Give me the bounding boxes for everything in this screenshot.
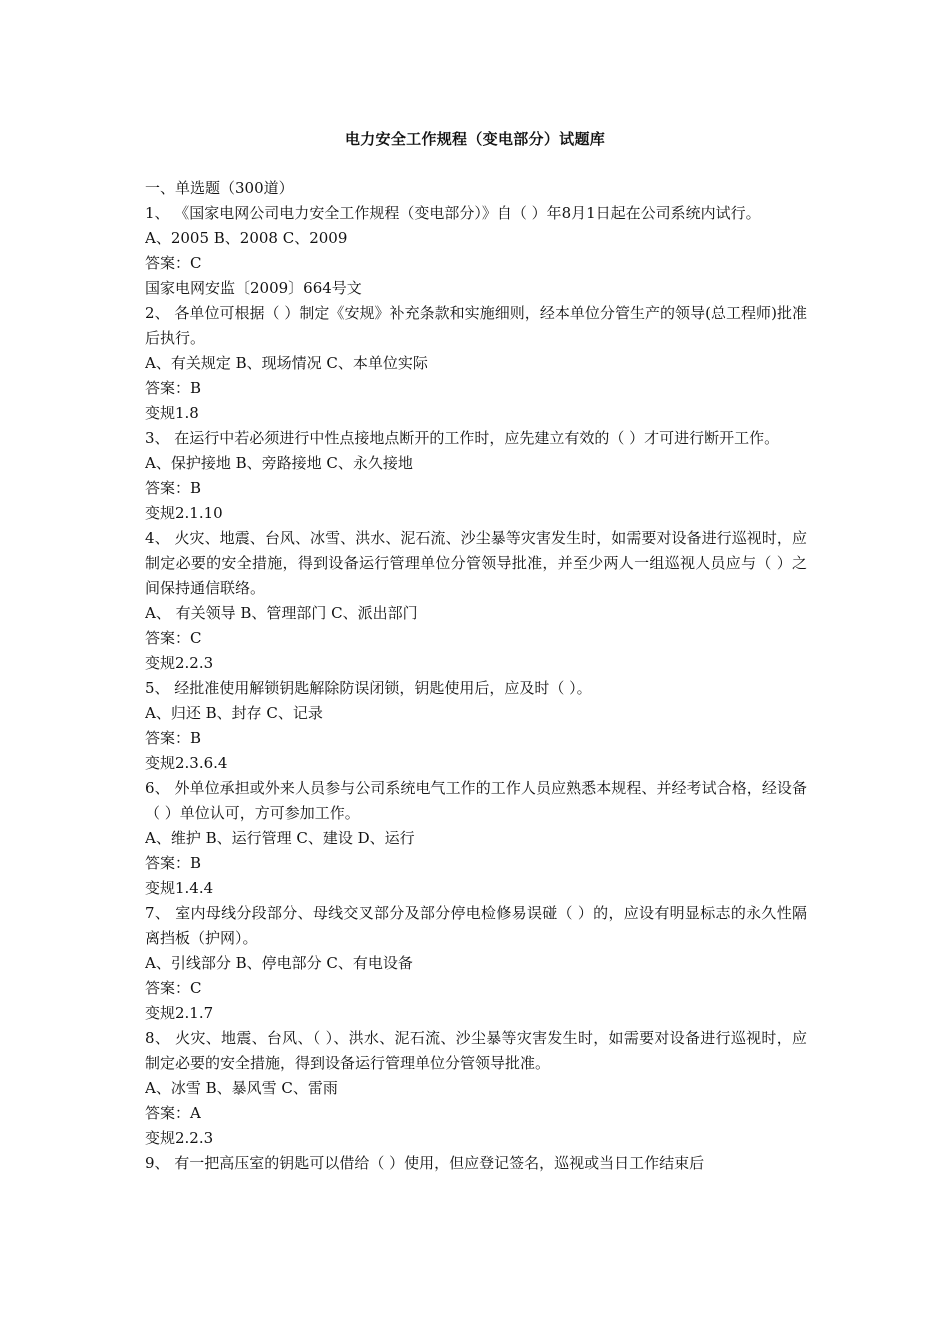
question-1-options: A、2005 B、2008 C、2009 <box>145 229 348 247</box>
question-4-options: A、 有关领导 B、管理部门 C、派出部门 <box>145 604 418 622</box>
question-8-reference: 变规2.2.3 <box>145 1129 214 1147</box>
question-3-stem: 3、 在运行中若必须进行中性点接地点断开的工作时，应先建立有效的（ ）才可进行断开工作。 <box>145 429 780 447</box>
question-5-reference: 变规2.3.6.4 <box>145 754 228 772</box>
question-6-reference: 变规1.4.4 <box>145 879 214 897</box>
question-6-answer: 答案：B <box>145 854 202 872</box>
question-7-answer: 答案：C <box>145 979 202 997</box>
question-4-answer: 答案：C <box>145 629 202 647</box>
question-5-options: A、归还 B、封存 C、记录 <box>145 704 323 722</box>
question-8-stem: 8、 火灾、地震、台风、（ ）、洪水、泥石流、沙尘暴等灾害发生时，如需要对设备进行巡视时，应制定必要的安全措施，得到设备运行管理单位分管领导批准。 <box>145 1029 807 1072</box>
question-7-reference: 变规2.1.7 <box>145 1004 214 1022</box>
question-5-answer: 答案：B <box>145 729 202 747</box>
document-title: 电力安全工作规程（变电部分）试题库 <box>344 130 606 148</box>
question-7-stem: 7、 室内母线分段部分、母线交叉部分及部分停电检修易误碰（ ）的，应设有明显标志的永久性隔离挡板（护网）。 <box>145 904 807 947</box>
question-2-stem: 2、 各单位可根据（ ）制定《安规》补充条款和实施细则，经本单位分管生产的领导(总工程师)批准后执行。 <box>145 304 807 347</box>
section-heading: 一、单选题（300道） <box>145 179 294 197</box>
question-8-answer: 答案：A <box>145 1104 201 1122</box>
question-1-answer: 答案：C <box>145 254 202 272</box>
question-2-answer: 答案：B <box>145 379 202 397</box>
question-3-answer: 答案：B <box>145 479 202 497</box>
question-6-options: A、维护 B、运行管理 C、建设 D、运行 <box>145 829 415 847</box>
question-5-stem: 5、 经批准使用解锁钥匙解除防误闭锁，钥匙使用后，应及时（ ）。 <box>145 679 592 697</box>
question-2-reference: 变规1.8 <box>145 404 199 422</box>
question-7-options: A、引线部分 B、停电部分 C、有电设备 <box>145 954 413 972</box>
question-3-options: A、保护接地 B、旁路接地 C、永久接地 <box>145 454 413 472</box>
question-2-options: A、有关规定 B、现场情况 C、本单位实际 <box>145 354 428 372</box>
question-3-reference: 变规2.1.10 <box>145 504 223 522</box>
question-9-stem: 9、 有一把高压室的钥匙可以借给（ ）使用，但应登记签名，巡视或当日工作结束后 <box>145 1154 705 1172</box>
question-1-stem: 1、 《国家电网公司电力安全工作规程（变电部分）》自（ ）年8月1日起在公司系统内试行。 <box>145 204 761 222</box>
question-4-reference: 变规2.2.3 <box>145 654 214 672</box>
question-1-reference: 国家电网安监〔2009〕664号文 <box>145 279 362 297</box>
question-4-stem: 4、 火灾、地震、台风、冰雪、洪水、泥石流、沙尘暴等灾害发生时，如需要对设备进行巡视时，应制定必要的安全措施，得到设备运行管理单位分管领导批准，并至少两人一组巡视人员应与（ ）之间保持通信联络。 <box>145 529 807 597</box>
question-8-options: A、冰雪 B、暴风雪 C、雷雨 <box>145 1079 338 1097</box>
question-6-stem: 6、 外单位承担或外来人员参与公司系统电气工作的工作人员应熟悉本规程、并经考试合格，经设备（ ）单位认可，方可参加工作。 <box>145 779 807 822</box>
document-body <box>145 176 807 1176</box>
